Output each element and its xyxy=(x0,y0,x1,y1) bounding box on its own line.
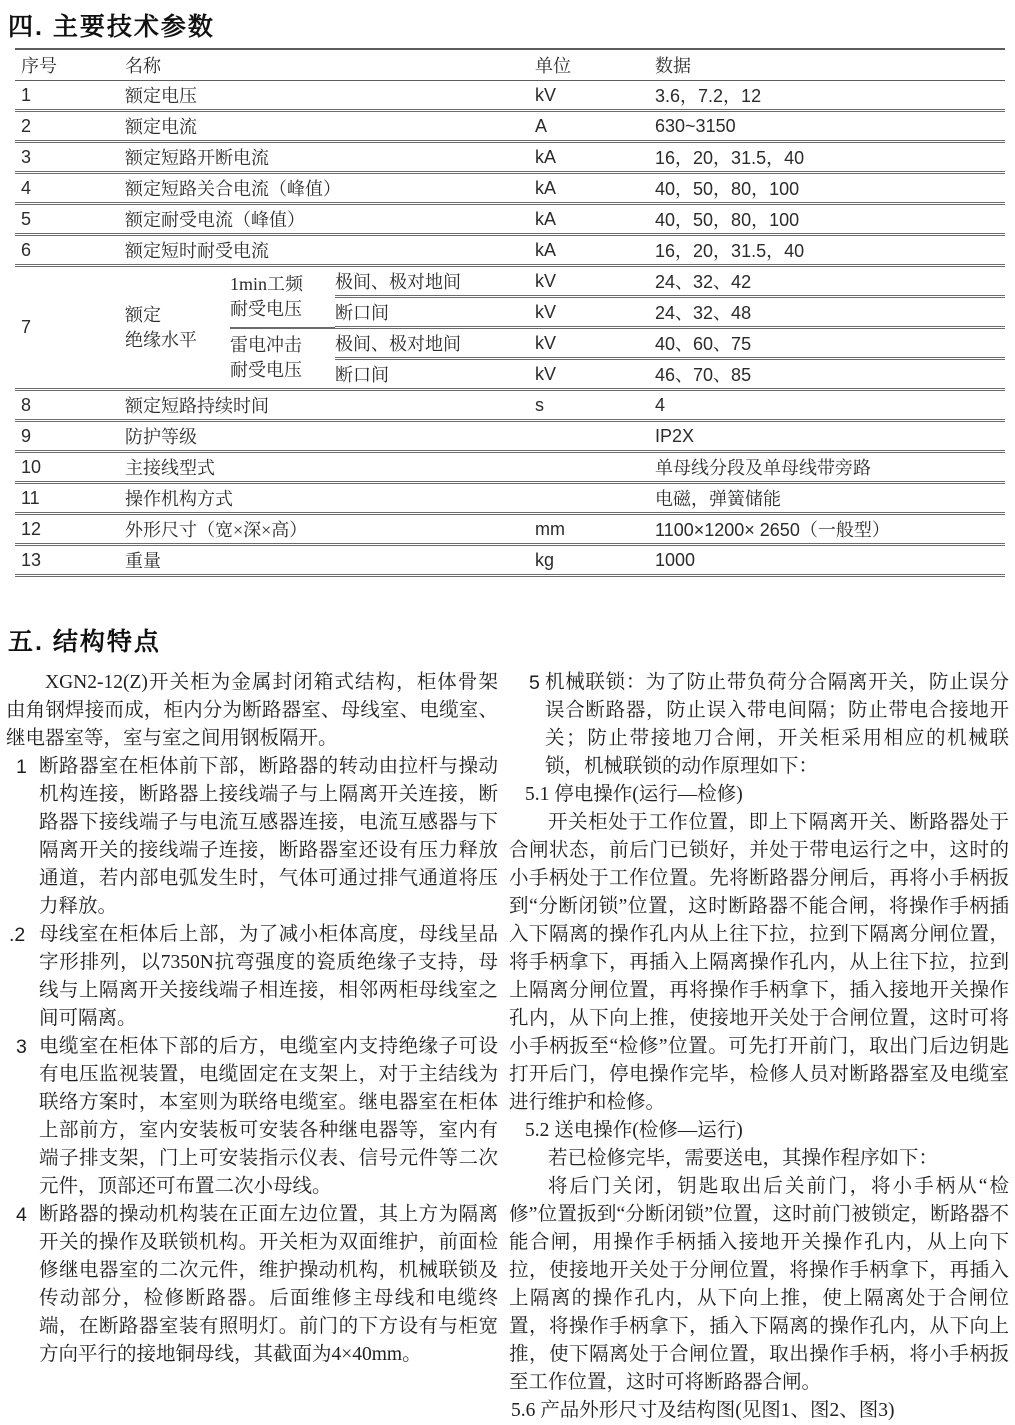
left-column xyxy=(6,669,498,1425)
cell-unit: s xyxy=(535,390,655,421)
cell-name: 主接线型式 xyxy=(125,452,535,483)
cell-unit: kV xyxy=(535,328,655,359)
cell-name: 额定电流 xyxy=(125,111,535,142)
cell-name: 外形尺寸（宽×深×高） xyxy=(125,514,535,545)
paragraph-5-2: 将后门关闭，钥匙取出后关前门，将小手柄从“检修”位置扳到“分断闭锁”位置，这时前门被锁定，断路器不能合闸，用操作手柄插入接地开关操作孔内，从上向下拉，使接地开关处于分闸位置，将操作手柄拿下，再插入上隔离的操作孔内，从下向上推，使上隔离处于合闸位置，将操作手柄拿下，插入下隔离的操作孔内，从下向上推，使下隔离处于合闸位置，取出操作手柄，将小手柄扳至工作位置，这时可将断路器合闸。 xyxy=(509,1176,1009,1393)
cell-no: 5 xyxy=(15,204,125,235)
list-marker-5: 5 xyxy=(529,672,540,694)
table-row-4 xyxy=(15,173,1005,204)
cell-name: 额定电压 xyxy=(125,81,535,111)
list-item-3 xyxy=(6,1033,498,1201)
cell-no: 7 xyxy=(15,266,125,390)
table-row-1 xyxy=(15,81,1005,111)
table-row-13 xyxy=(15,545,1005,576)
list-item-4 xyxy=(6,1201,498,1369)
cell-name: 额定短时耐受电流 xyxy=(125,235,535,266)
table-row-12 xyxy=(15,514,1005,545)
cell-unit: kA xyxy=(535,235,655,266)
subheading-5-6: 5.6 产品外形尺寸及结构图(见图1、图2、图3) xyxy=(511,1400,895,1421)
cell-data: 24、32、42 xyxy=(655,266,1005,297)
cell-unit: kV xyxy=(535,266,655,297)
subheading-5-1: 5.1 停电操作(运行—检修) xyxy=(525,784,743,805)
cell-unit xyxy=(535,483,655,514)
cell-name: 操作机构方式 xyxy=(125,483,535,514)
cell-data: 40，50，80，100 xyxy=(655,173,1005,204)
col-header-no: 序号 xyxy=(15,49,125,81)
group2-line1: 雷电冲击 xyxy=(230,335,302,356)
table-row-6 xyxy=(15,235,1005,266)
cell-scope: 极间、极对地间 xyxy=(335,266,535,297)
cell-data: 40、60、75 xyxy=(655,328,1005,359)
section4-title: 四. 主要技术参数 xyxy=(8,13,215,41)
cell-no: 11 xyxy=(15,483,125,514)
list-item-1 xyxy=(6,753,498,921)
group2-line2: 耐受电压 xyxy=(230,360,302,381)
cell-unit: kV xyxy=(535,297,655,328)
structure-section xyxy=(0,669,1015,1425)
cell-data: 1000 xyxy=(655,545,1005,576)
table-header-row xyxy=(15,49,1005,81)
col-header-name: 名称 xyxy=(125,49,535,81)
cell-data: 40，50，80，100 xyxy=(655,204,1005,235)
table-row-5 xyxy=(15,204,1005,235)
cell-data: 1100×1200× 2650（一般型） xyxy=(655,514,1005,545)
cell-unit xyxy=(535,421,655,452)
list-marker-1: 1 xyxy=(16,756,27,778)
cell-group-power-frequency xyxy=(230,266,335,328)
cell-unit: mm xyxy=(535,514,655,545)
cell-unit: kV xyxy=(535,81,655,111)
list-text-2: 母线室在柜体后上部，为了减小柜体高度，母线呈品字形排列，以7350N抗弯强度的瓷质绝缘子支持，母线与上隔离开关接线端子相连接，相邻两柜母线室之间可隔离。 xyxy=(39,924,498,1029)
table-row-3 xyxy=(15,142,1005,173)
list-item-5 xyxy=(509,669,1009,781)
cell-no: 9 xyxy=(15,421,125,452)
cell-unit: kg xyxy=(535,545,655,576)
cell-data: IP2X xyxy=(655,421,1005,452)
list-text-3: 电缆室在柜体下部的后方，电缆室内支持绝缘子可设有电压监视装置，电缆固定在支架上，对于主结线为联络方案时，本室则为联络电缆室。继电器室在柜体上部前方，室内安装板可安装各种继电器等，室内有端子排支架，门上可安装指示仪表、信号元件等二次元件，顶部还可布置二次小母线。 xyxy=(39,1036,498,1197)
cell-no: 3 xyxy=(15,142,125,173)
cell-data: 4 xyxy=(655,390,1005,421)
cell-no: 13 xyxy=(15,545,125,576)
cell-name: 额定耐受电流（峰值） xyxy=(125,204,535,235)
cell-name: 额定短路持续时间 xyxy=(125,390,535,421)
parameters-table xyxy=(15,48,1005,577)
list-text-4: 断路器的操动机构装在正面左边位置，其上方为隔离开关的操作及联锁机构。开关柜为双面维护，前面检修继电器室的二次元件，维护操动机构，机械联锁及传动部分，检修断路器。后面维修主母线和电缆终端，在断路器室装有照明灯。前门的下方设有与柜宽方向平行的接地铜母线，其截面为4×40mm。 xyxy=(39,1204,498,1365)
table-row-2 xyxy=(15,111,1005,142)
cell-name: 重量 xyxy=(125,545,535,576)
cell-data: 630~3150 xyxy=(655,111,1005,142)
cell-group-lightning-impulse xyxy=(230,328,335,390)
cell-data: 电磁，弹簧储能 xyxy=(655,483,1005,514)
table-row-7a xyxy=(15,266,1005,297)
list-marker-3: 3 xyxy=(16,1036,27,1058)
paragraph-5-1: 开关柜处于工作位置，即上下隔离开关、断路器处于合闸状态，前后门已锁好，并处于带电运行之中，这时的小手柄处于工作位置。先将断路器分闸后，再将小手柄扳到“分断闭锁”位置，这时断路器不能合闸，将操作手柄插入下隔离的操作孔内从上往下拉，拉到下隔离分闸位置，将手柄拿下，再插入上隔离操作孔内，从上往下拉，拉到上隔离分闸位置，再将操作手柄拿下，插入接地开关操作孔内，从下向上推，使接地开关处于合闸位置，这时可将小手柄扳至“检修”位置。可先打开前门，取出门后边钥匙打开后门，停电操作完毕，检修人员对断路器室及电缆室进行维护和检修。 xyxy=(509,812,1009,1113)
group1-line2: 耐受电压 xyxy=(230,298,302,319)
cell-unit: A xyxy=(535,111,655,142)
paragraph-5-2-intro: 若已检修完毕，需要送电，其操作程序如下： xyxy=(548,1148,939,1169)
list-text-5: 机械联锁：为了防止带负荷分合隔离开关，防止误分误合断路器，防止误入带电间隔；防止带电合接地开关；防止带接地刀合闸，开关柜采用相应的机械联锁，机械联锁的动作原理如下： xyxy=(545,672,1009,777)
document-page xyxy=(0,12,1015,1425)
cell-unit: kV xyxy=(535,359,655,390)
cell-no: 6 xyxy=(15,235,125,266)
col-header-unit: 单位 xyxy=(535,49,655,81)
cell-name: 额定短路关合电流（峰值） xyxy=(125,173,535,204)
intro-paragraph: XGN2-12(Z)开关柜为金属封闭箱式结构，柜体骨架由角钢焊接而成，柜内分为断路器室、母线室、电缆室、继电器室等，室与室之间用钢板隔开。 xyxy=(6,672,498,749)
subheading-5-2: 5.2 送电操作(检修—运行) xyxy=(525,1120,743,1141)
right-column xyxy=(509,669,1009,1425)
cell-no: 12 xyxy=(15,514,125,545)
insulation-name-line1: 额定 xyxy=(125,304,161,325)
cell-data: 3.6，7.2，12 xyxy=(655,81,1005,111)
cell-unit: kA xyxy=(535,142,655,173)
cell-scope: 断口间 xyxy=(335,359,535,390)
list-item-2 xyxy=(6,921,498,1033)
cell-unit: kA xyxy=(535,204,655,235)
cell-no: 4 xyxy=(15,173,125,204)
cell-no: 8 xyxy=(15,390,125,421)
cell-scope: 极间、极对地间 xyxy=(335,328,535,359)
cell-data: 16，20，31.5，40 xyxy=(655,142,1005,173)
col-header-data: 数据 xyxy=(655,49,1005,81)
group1-line1: 1min工频 xyxy=(230,273,304,294)
list-text-1: 断路器室在柜体前下部，断路器的转动由拉杆与操动机构连接，断路器上接线端子与上隔离开关连接，断路器下接线端子与电流互感器连接，电流互感器与下隔离开关的接线端子连接，断路器室还设有压力释放通道，若内部电弧发生时，气体可通过排气通道将压力释放。 xyxy=(39,756,498,917)
cell-data: 16，20，31.5，40 xyxy=(655,235,1005,266)
cell-name: 额定短路开断电流 xyxy=(125,142,535,173)
section5-title: 五. 结构特点 xyxy=(8,628,161,656)
cell-data: 46、70、85 xyxy=(655,359,1005,390)
cell-name: 防护等级 xyxy=(125,421,535,452)
insulation-name-line2: 绝缘水平 xyxy=(125,329,197,350)
cell-name-insulation xyxy=(125,266,230,390)
table-row-8 xyxy=(15,390,1005,421)
cell-unit xyxy=(535,452,655,483)
list-marker-2: .2 xyxy=(9,924,26,946)
table-row-9 xyxy=(15,421,1005,452)
cell-no: 1 xyxy=(15,81,125,111)
cell-unit: kA xyxy=(535,173,655,204)
table-row-10 xyxy=(15,452,1005,483)
list-marker-4: 4 xyxy=(16,1204,27,1226)
cell-no: 10 xyxy=(15,452,125,483)
cell-data: 单母线分段及单母线带旁路 xyxy=(655,452,1005,483)
cell-scope: 断口间 xyxy=(335,297,535,328)
table-row-11 xyxy=(15,483,1005,514)
cell-no: 2 xyxy=(15,111,125,142)
cell-data: 24、32、48 xyxy=(655,297,1005,328)
